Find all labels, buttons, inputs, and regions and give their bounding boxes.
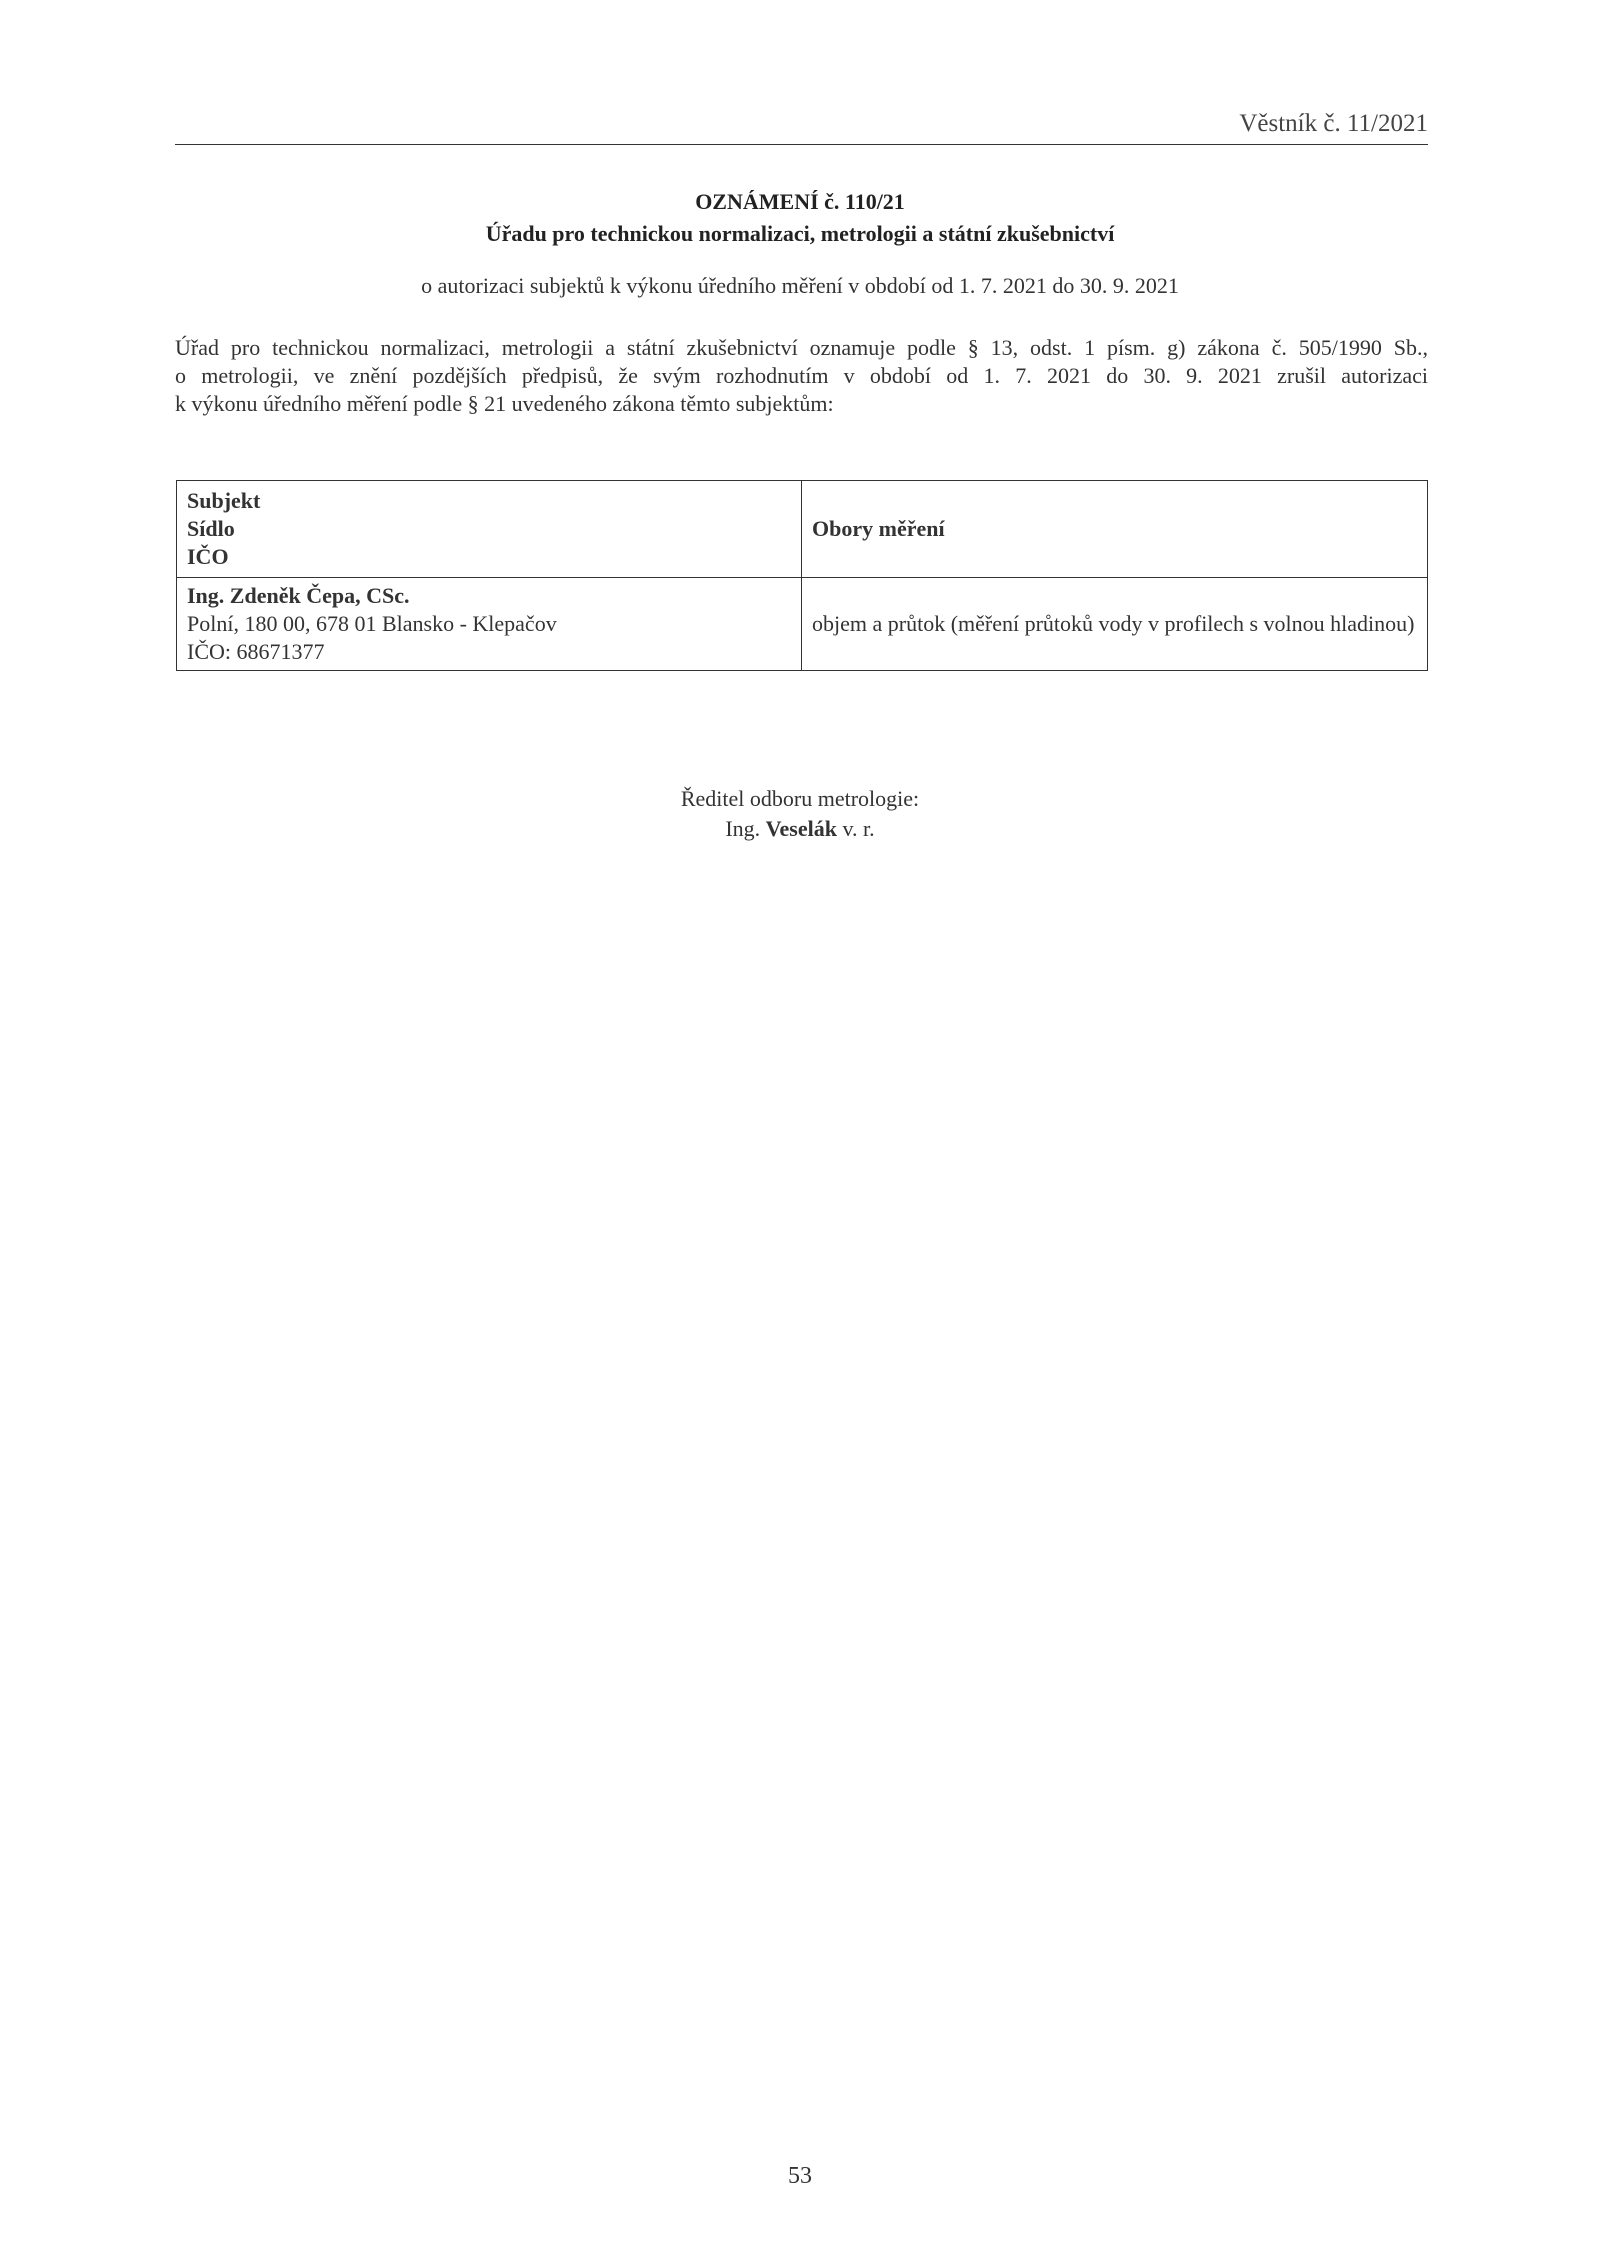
signatory-name: Veselák [765,816,837,841]
signatory-role: Ředitel odboru metrologie: [680,786,920,811]
signatory-suffix: v. r. [842,816,875,841]
measurement-fields: objem a průtok (měření průtoků vody v profilech s volnou hladinou) [812,611,1415,636]
header-subject: Subjekt [187,488,261,513]
signature-block [0,784,1600,844]
header-fields: Obory měření [812,516,945,541]
header-cell-fields [802,481,1428,578]
announcement-body [175,334,1428,418]
journal-issue-label: Věstník č. 11/2021 [1239,110,1428,137]
table-row [177,578,1428,671]
subject-ico: IČO: 68671377 [187,639,325,664]
header-ico: IČO [187,544,229,569]
page-number: 53 [788,2163,812,2189]
signatory-line [0,814,1600,844]
fields-cell [802,578,1428,671]
subject-address: Polní, 180 00, 678 01 Blansko - Klepačov [187,611,557,636]
signatory-prefix: Ing. [725,816,761,841]
subjects-table [176,480,1428,671]
document-title [0,186,1600,250]
body-line-1: Úřad pro technickou normalizaci, metrologii a státní zkušebnictví oznamuje podle § 13, odst. 1 písm. g) zákona č. 505/1990 Sb., [175,335,1428,360]
announcement-number: OZNÁMENÍ č. 110/21 [695,189,905,214]
subject-cell [177,578,802,671]
subject-name: Ing. Zdeněk Čepa, CSc. [187,583,410,608]
header-cell-subject [177,481,802,578]
issuing-authority: Úřadu pro technickou normalizaci, metrologii a státní zkušebnictví [485,221,1115,246]
body-line-3: k výkonu úředního měření podle § 21 uvedeného zákona těmto subjektům: [175,391,834,416]
body-line-2: o metrologii, ve znění pozdějších předpisů, že svým rozhodnutím v období od 1. 7. 2021 do 30. 9. 2021 zrušil autorizaci [175,363,1428,388]
table-header-row [177,481,1428,578]
announcement-subject: o autorizaci subjektů k výkonu úředního měření v období od 1. 7. 2021 do 30. 9. 2021 [421,273,1179,298]
header-divider [175,144,1428,145]
header-seat: Sídlo [187,516,235,541]
